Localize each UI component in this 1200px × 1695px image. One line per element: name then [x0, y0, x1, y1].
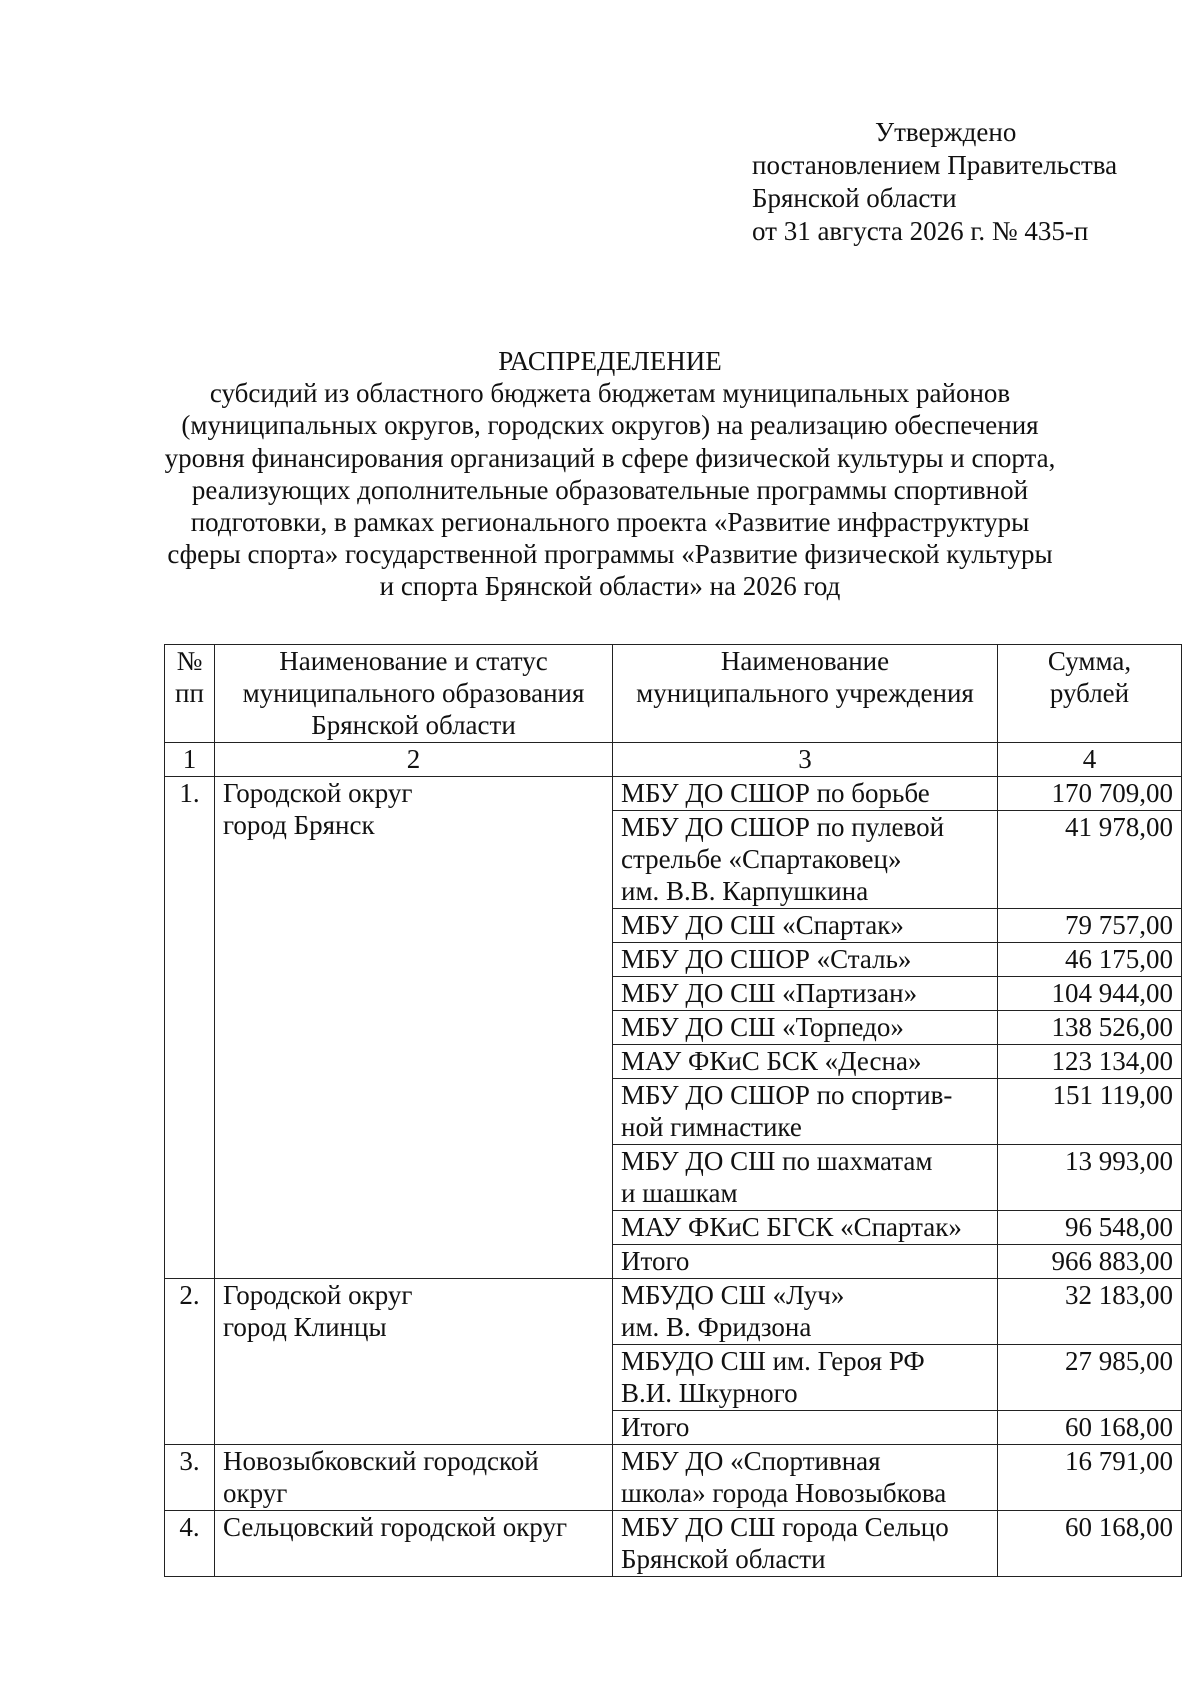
municipality-line: Городской округ	[223, 1280, 413, 1310]
table-header-row	[165, 645, 1182, 743]
amount-cell: 79 757,00	[998, 909, 1182, 943]
institution-cell	[613, 1145, 998, 1211]
heading-line: и спорта Брянской области» на 2026 год	[379, 571, 841, 602]
table-row	[165, 1445, 1182, 1511]
institution-line: МБУ ДО СШ «Спартак»	[621, 910, 904, 940]
municipality-cell	[215, 1279, 613, 1445]
institution-cell	[613, 977, 998, 1011]
amount-cell: 13 993,00	[998, 1145, 1182, 1211]
institution-line: МБУ ДО СШ по шахматам	[621, 1146, 933, 1176]
amount-cell: 96 548,00	[998, 1211, 1182, 1245]
header-amount	[998, 645, 1182, 743]
header-num-line: пп	[175, 678, 204, 708]
institution-line: МБУ ДО СШ «Торпедо»	[621, 1012, 904, 1042]
institution-line: МБУДО СШ «Луч»	[621, 1280, 845, 1310]
approval-line-region: Брянской области	[752, 183, 957, 213]
municipality-line: город Клинцы	[223, 1312, 387, 1342]
institution-cell	[613, 1045, 998, 1079]
header-num-line: №	[176, 646, 203, 676]
institution-line: Итого	[621, 1412, 690, 1442]
institution-line: МБУ ДО СШОР «Сталь»	[621, 944, 912, 974]
header-municipality-line: Наименование и статус	[279, 646, 548, 676]
header-num	[165, 645, 215, 743]
amount-cell: 27 985,00	[998, 1345, 1182, 1411]
municipality-cell	[215, 1445, 613, 1511]
institution-cell	[613, 1445, 998, 1511]
column-number: 4	[998, 743, 1182, 777]
institution-line: МБУ ДО СШОР по пулевой	[621, 812, 945, 842]
institution-cell	[613, 943, 998, 977]
municipality-cell	[215, 777, 613, 1279]
municipality-line: Сельцовский городской округ	[223, 1512, 568, 1542]
distribution-table-wrapper	[164, 644, 1182, 1577]
institution-line: МБУДО СШ им. Героя РФ	[621, 1346, 925, 1376]
institution-cell	[613, 777, 998, 811]
amount-cell: 60 168,00	[998, 1411, 1182, 1445]
institution-cell	[613, 1211, 998, 1245]
approval-line-approved: Утверждено	[875, 117, 1017, 147]
amount-cell: 123 134,00	[998, 1045, 1182, 1079]
row-number: 3.	[165, 1445, 215, 1511]
institution-line: МАУ ФКиС БГСК «Спартак»	[621, 1212, 962, 1242]
amount-cell: 41 978,00	[998, 811, 1182, 909]
heading-line: (муниципальных округов, городских округов) на реализацию обеспечения	[181, 410, 1039, 441]
amount-cell: 138 526,00	[998, 1011, 1182, 1045]
amount-cell: 46 175,00	[998, 943, 1182, 977]
institution-line: им. В.В. Карпушкина	[621, 876, 869, 906]
institution-cell	[613, 1411, 998, 1445]
institution-line: им. В. Фридзона	[621, 1312, 812, 1342]
amount-cell: 104 944,00	[998, 977, 1182, 1011]
institution-line: МБУ ДО СШОР по борьбе	[621, 778, 930, 808]
institution-line: Итого	[621, 1246, 690, 1276]
document-title: РАСПРЕДЕЛЕНИЕ	[498, 346, 722, 376]
column-number: 2	[215, 743, 613, 777]
heading-line: подготовки, в рамках регионального проекта «Развитие инфраструктуры	[190, 507, 1030, 538]
institution-line: МАУ ФКиС БСК «Десна»	[621, 1046, 922, 1076]
institution-cell	[613, 909, 998, 943]
institution-line: ной гимнастике	[621, 1112, 802, 1142]
header-institution-line: Наименование	[720, 646, 890, 676]
approval-line-resolution: постановлением Правительства	[752, 150, 1118, 180]
distribution-table	[164, 644, 1182, 1577]
header-municipality	[215, 645, 613, 743]
municipality-cell	[215, 1511, 613, 1577]
table-row	[165, 1279, 1182, 1345]
municipality-line: Новозыбковский городской	[223, 1446, 539, 1476]
institution-line: школа» города Новозыбкова	[621, 1478, 947, 1508]
row-number: 4.	[165, 1511, 215, 1577]
institution-cell	[613, 1011, 998, 1045]
header-amount-line: Сумма,	[1047, 646, 1132, 676]
institution-line: МБУ ДО СШ «Партизан»	[621, 978, 918, 1008]
table-body	[165, 743, 1182, 1577]
municipality-line: Городской округ	[223, 778, 413, 808]
header-amount-line: рублей	[1049, 678, 1130, 708]
amount-cell: 170 709,00	[998, 777, 1182, 811]
institution-line: МБУ ДО СШ города Сельцо	[621, 1512, 949, 1542]
institution-line: стрельбе «Спартаковец»	[621, 844, 902, 874]
amount-cell: 32 183,00	[998, 1279, 1182, 1345]
institution-line: Брянской области	[621, 1544, 826, 1574]
institution-cell	[613, 1245, 998, 1279]
amount-cell: 966 883,00	[998, 1245, 1182, 1279]
table-row	[165, 1511, 1182, 1577]
column-number: 3	[613, 743, 998, 777]
table-row	[165, 777, 1182, 811]
institution-cell	[613, 1279, 998, 1345]
header-institution-line: муниципального учреждения	[636, 678, 974, 708]
institution-line: МБУ ДО «Спортивная	[621, 1446, 881, 1476]
institution-line: МБУ ДО СШОР по спортив-	[621, 1080, 953, 1110]
institution-cell	[613, 1345, 998, 1411]
heading-line: сферы спорта» государственной программы «Развитие физической культуры	[167, 539, 1053, 570]
row-number: 1.	[165, 777, 215, 1279]
amount-cell: 60 168,00	[998, 1511, 1182, 1577]
header-municipality-line: муниципального образования	[242, 678, 585, 708]
institution-cell	[613, 1511, 998, 1577]
heading-line: уровня финансирования организаций в сфере физической культуры и спорта,	[164, 442, 1056, 473]
institution-cell	[613, 811, 998, 909]
institution-cell	[613, 1079, 998, 1145]
municipality-line: город Брянск	[223, 810, 375, 840]
column-number: 1	[165, 743, 215, 777]
heading-line: реализующих дополнительные образовательные программы спортивной	[191, 474, 1029, 505]
amount-cell: 16 791,00	[998, 1445, 1182, 1511]
institution-line: и шашкам	[621, 1178, 738, 1208]
approval-stamp	[752, 116, 1117, 248]
approval-line-date-number: от 31 августа 2026 г. № 435-п	[752, 216, 1089, 246]
heading-line: субсидий из областного бюджета бюджетам муниципальных районов	[209, 378, 1011, 409]
header-institution	[613, 645, 998, 743]
document-heading	[150, 345, 1070, 603]
column-number-row	[165, 743, 1182, 777]
header-municipality-line: Брянской области	[311, 710, 516, 740]
amount-cell: 151 119,00	[998, 1079, 1182, 1145]
municipality-line: округ	[223, 1478, 288, 1508]
institution-line: В.И. Шкурного	[621, 1378, 798, 1408]
row-number: 2.	[165, 1279, 215, 1445]
